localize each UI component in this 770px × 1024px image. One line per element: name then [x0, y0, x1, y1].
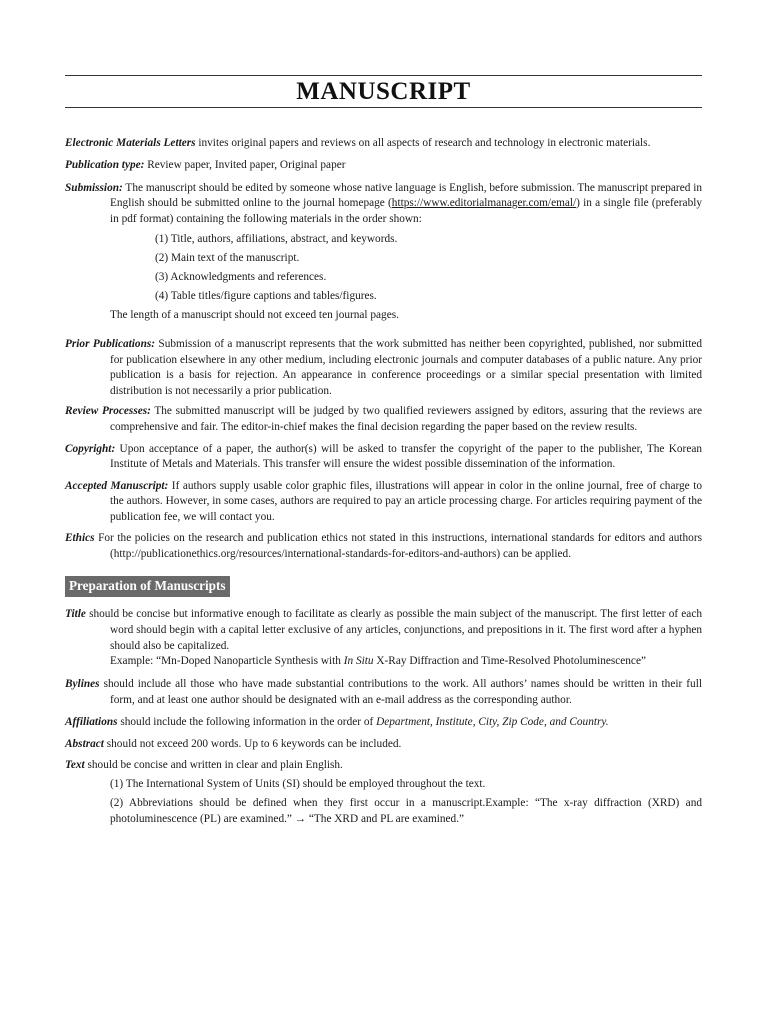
affiliations-label: Affiliations	[65, 715, 118, 728]
publication-type-label: Publication type:	[65, 159, 145, 172]
title-bottom-rule	[65, 107, 702, 108]
bylines-paragraph	[65, 677, 702, 709]
intro-text: invites original papers and reviews on all aspects of research and technology in electronic materials.	[195, 137, 651, 149]
intro-paragraph	[65, 136, 702, 152]
page-title: MANUSCRIPT	[296, 78, 471, 105]
accepted-manuscript-label: Accepted Manuscript:	[65, 479, 169, 492]
text-paragraph	[65, 758, 702, 774]
ethics-paragraph	[65, 531, 702, 563]
title-paragraph	[65, 607, 702, 654]
affiliations-text: should include the following information in the order of	[117, 715, 377, 728]
review-processes-paragraph	[65, 404, 702, 436]
list-item: (3) Acknowledgments and references.	[155, 271, 327, 284]
section-heading: Preparation of Manuscripts	[65, 576, 230, 597]
title-label: Title	[65, 608, 86, 621]
example-text-start: Example: “Mn-Doped Nanoparticle Synthesis with	[110, 655, 344, 668]
list-item: (2) Main text of the manuscript.	[155, 252, 300, 265]
list-item: (1) Title, authors, affiliations, abstract, and keywords.	[155, 233, 398, 246]
submission-text-1: The manuscript should be edited by someone whose native language is English, before submission. The manuscript prepared in English should be submitted online to the journal homepage (	[110, 181, 702, 210]
text-item: (2) Abbreviations should be defined when they first occur in a manuscript.Example: “The x-ray diffraction (XRD) and photoluminescence (PL) are examined.” → “The XRD and PL are examined.”	[110, 797, 702, 825]
publication-type-text: Review paper, Invited paper, Original paper	[144, 159, 346, 172]
bylines-label: Bylines	[65, 678, 100, 691]
journal-name: Electronic Materials Letters	[65, 137, 196, 149]
affiliations-order: Department, Institute, City, Zip Code, and Country.	[376, 715, 609, 728]
abstract-label: Abstract	[65, 737, 104, 750]
length-note: The length of a manuscript should not exceed ten journal pages.	[110, 309, 399, 322]
text-label: Text	[65, 759, 85, 772]
text-text: should be concise and written in clear and plain English.	[84, 759, 343, 772]
submission-link[interactable]: https://www.editorialmanager.com/emal/	[391, 197, 577, 210]
review-processes-text: The submitted manuscript will be judged by two qualified reviewers assigned by editors, assuring that the reviews are comprehensive and fair. The editor-in-chief makes the final decision regarding the paper based on the review results.	[110, 405, 702, 434]
prior-publications-paragraph	[65, 337, 702, 400]
accepted-manuscript-paragraph	[65, 479, 702, 526]
bylines-text: should include all those who have made substantial contributions to the work. All authors’ names should be written in their full form, and at least one author should be designated with an e-mail address as the corresponding author.	[99, 678, 702, 707]
copyright-paragraph	[65, 442, 702, 474]
prior-publications-label: Prior Publications:	[65, 337, 156, 350]
submission-text-2: ) in a single file (preferably in pdf format) containing the following materials in the order shown:	[110, 197, 703, 226]
submission-label: Submission:	[65, 181, 123, 194]
affiliations-paragraph	[65, 715, 702, 731]
submission-items-list	[65, 232, 702, 305]
copyright-text: Upon acceptance of a paper, the author(s) will be asked to transfer the copyright of the paper to the publisher, The Korean Institute of Metals and Materials. This transfer will ensure the widest possible dissemination of the information.	[110, 442, 702, 471]
section-heading-row	[65, 576, 702, 597]
publication-type-paragraph	[65, 158, 702, 174]
text-item: (1) The International System of Units (SI) should be employed throughout the text.	[110, 778, 486, 791]
abstract-paragraph	[65, 737, 702, 753]
accepted-manuscript-text: If authors supply usable color graphic files, illustrations will appear in color in the online journal, free of charge to the authors. However, in some cases, authors are required to pay an article processing charge. For articles requiring payment of the publication fee, we will contact you.	[110, 479, 702, 524]
example-text-end: X-Ray Diffraction and Time-Resolved Photoluminescence”	[373, 655, 646, 668]
document-body	[65, 136, 702, 828]
review-processes-label: Review Processes:	[65, 405, 151, 418]
ethics-text: For the policies on the research and publication ethics not stated in this instructions, international standards for editors and authors (http://publicationethics.org/resources/international-standards-for-editors-and-authors) can be applied.	[94, 532, 702, 561]
prior-publications-text: Submission of a manuscript represents that the work submitted has neither been copyrighted, published, nor submitted for publication elsewhere in any other medium, including electronic journals and computer databases of a public nature. Any prior publication is a basis for rejection. An appearance in conference proceedings or a similar special presentation with limited distribution is not necessarily a prior publication.	[110, 337, 702, 398]
ethics-label: Ethics	[65, 532, 95, 545]
list-item: (4) Table titles/figure captions and tables/figures.	[155, 290, 377, 303]
abstract-text: should not exceed 200 words. Up to 6 keywords can be included.	[103, 737, 402, 750]
example-italic-text: In Situ	[343, 655, 374, 668]
copyright-label: Copyright:	[65, 442, 116, 455]
title-example	[65, 654, 702, 670]
title-top-rule	[65, 75, 702, 76]
submission-paragraph	[65, 181, 702, 228]
title-text: should be concise but informative enough to facilitate as clearly as possible the main subject of the manuscript. The first letter of each word should begin with a capital letter exclusive of any articles, conjunctions, and prepositions in it. The first word after a hyphen should also be capitalized.	[85, 608, 702, 652]
